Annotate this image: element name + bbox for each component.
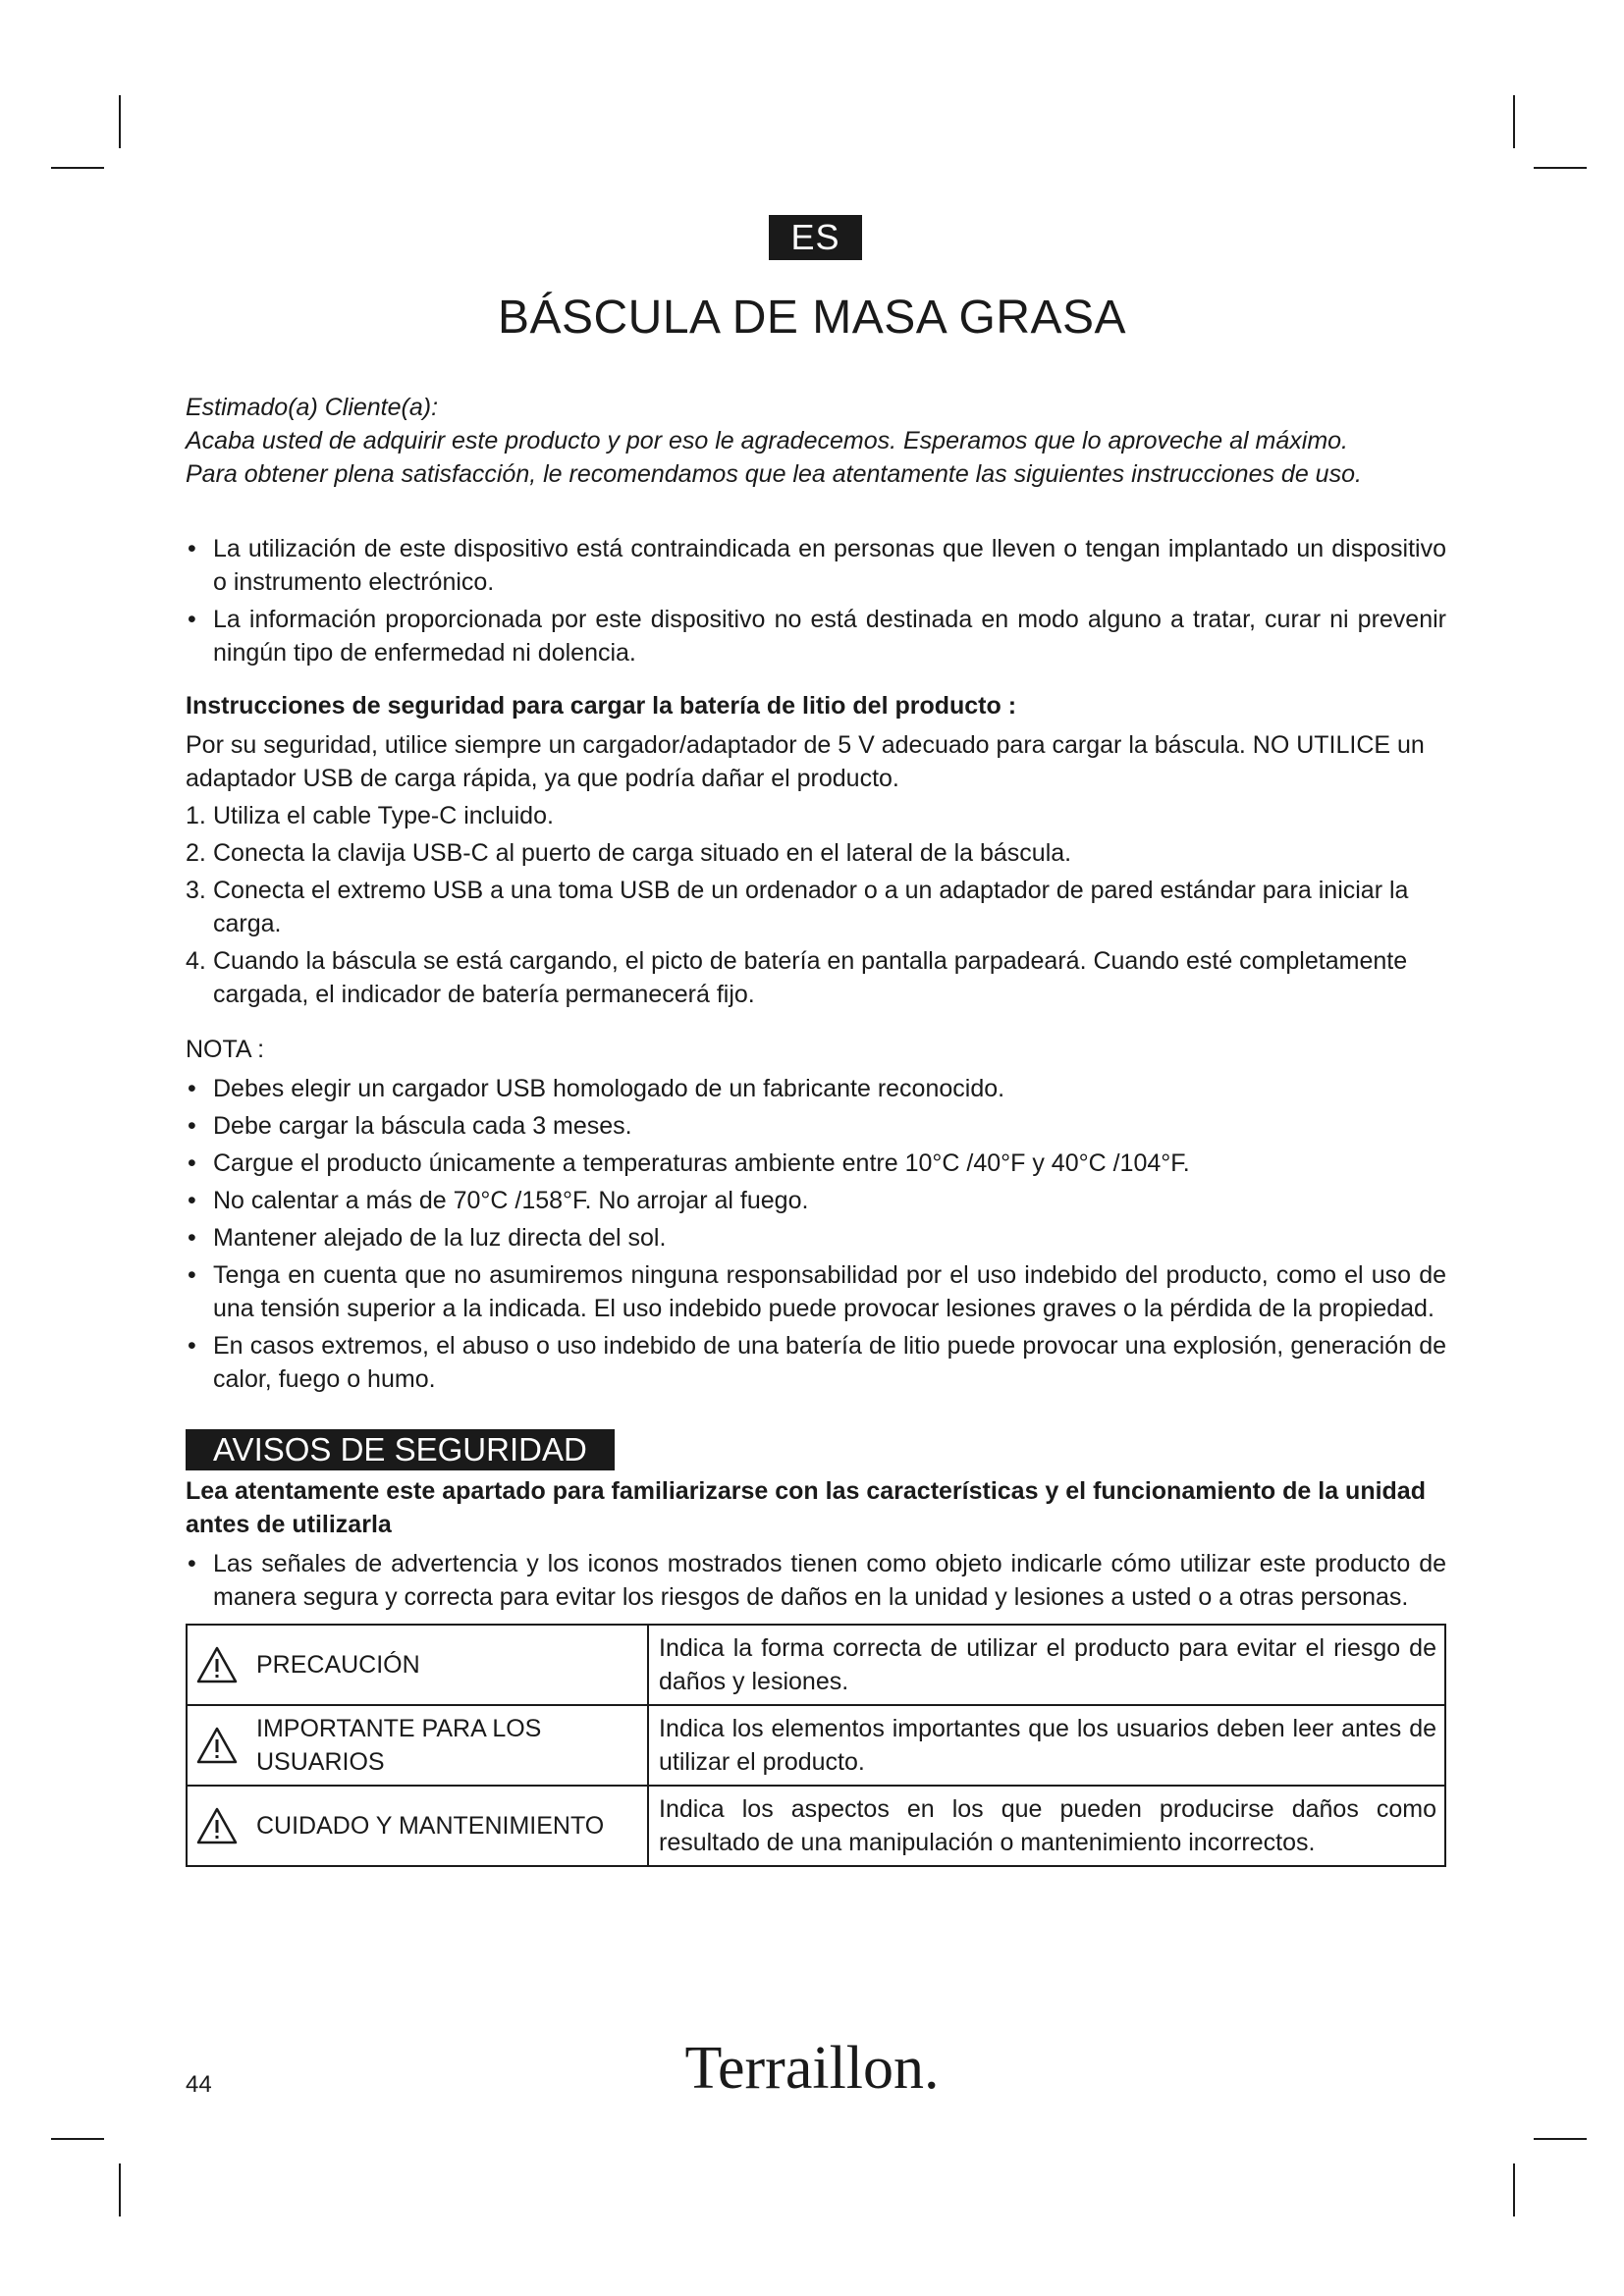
step-number: 3. bbox=[186, 877, 206, 904]
crop-mark bbox=[1513, 95, 1515, 148]
battery-section-title: Instrucciones de seguridad para cargar la batería de litio del producto : bbox=[186, 692, 1017, 720]
step-text: Utiliza el cable Type-C incluido. bbox=[213, 802, 554, 829]
table-row bbox=[187, 1705, 1445, 1786]
language-badge: ES bbox=[769, 215, 862, 260]
table-row bbox=[187, 1625, 1445, 1705]
table-cell bbox=[187, 1705, 648, 1786]
list-item: • Mantener alejado de la luz directa del sol. bbox=[186, 1221, 1446, 1255]
warning-list bbox=[186, 532, 1446, 669]
crop-mark bbox=[1513, 2163, 1515, 2216]
page-number: 44 bbox=[186, 2071, 212, 2098]
safety-list bbox=[186, 1547, 1446, 1614]
crop-mark bbox=[119, 2163, 121, 2216]
step-number: 4. bbox=[186, 947, 206, 975]
battery-paragraph: Por su seguridad, utilice siempre un cargador/adaptador de 5 V adecuado para cargar la báscula. NO UTILICE un adaptador USB de carga rápida, ya que podría dañar el producto. bbox=[186, 731, 1425, 792]
step-text: Cuando la báscula se está cargando, el picto de batería en pantalla parpadeará. Cuando esté completamente cargada, el indicador de batería permanecerá fijo. bbox=[213, 947, 1408, 1008]
nota-list bbox=[186, 1072, 1446, 1396]
list-item: • En casos extremos, el abuso o uso indebido de una batería de litio puede provocar una explosión, generación de calor, fuego o humo. bbox=[186, 1329, 1446, 1396]
intro-line: Para obtener plena satisfacción, le recomendamos que lea atentamente las siguientes instrucciones de uso. bbox=[186, 460, 1362, 488]
warning-symbols-table bbox=[186, 1624, 1446, 1867]
list-item: • Debes elegir un cargador USB homologado de un fabricante reconocido. bbox=[186, 1072, 1446, 1105]
step-item bbox=[186, 944, 1446, 1011]
table-cell bbox=[187, 1625, 648, 1705]
list-item: • La utilización de este dispositivo está contraindicada en personas que lleven o tengan implantado un dispositivo o instrumento electrónico. bbox=[186, 532, 1446, 599]
symbol-description: Indica la forma correcta de utilizar el producto para evitar el riesgo de daños y lesiones. bbox=[648, 1625, 1445, 1705]
step-text: Conecta el extremo USB a una toma USB de un ordenador o a un adaptador de pared estándar para iniciar la carga. bbox=[213, 877, 1409, 937]
main-content bbox=[186, 391, 1446, 1867]
page-title: BÁSCULA DE MASA GRASA bbox=[497, 292, 1127, 344]
crop-mark bbox=[51, 167, 104, 169]
intro-line: Acaba usted de adquirir este producto y por eso le agradecemos. Esperamos que lo aproveche al máximo. bbox=[186, 427, 1348, 454]
nota-title: NOTA : bbox=[186, 1036, 265, 1063]
step-text: Conecta la clavija USB-C al puerto de carga situado en el lateral de la báscula. bbox=[213, 839, 1072, 867]
brand-logo: Terraillon. bbox=[684, 2035, 940, 2102]
list-item: • No calentar a más de 70°C /158°F. No arrojar al fuego. bbox=[186, 1184, 1446, 1217]
crop-mark bbox=[51, 2138, 104, 2140]
warning-triangle-icon bbox=[195, 1726, 239, 1765]
symbol-label: PRECAUCIÓN bbox=[256, 1651, 420, 1679]
intro-greeting: Estimado(a) Cliente(a): bbox=[186, 394, 439, 421]
symbol-label: CUIDADO Y MANTENIMIENTO bbox=[256, 1812, 605, 1840]
list-item: • Las señales de advertencia y los iconos mostrados tienen como objeto indicarle cómo utilizar este producto de manera segura y correcta para evitar los riesgos de daños en la unidad y lesiones a usted o a otras personas. bbox=[186, 1547, 1446, 1614]
crop-mark bbox=[119, 95, 121, 148]
warning-triangle-icon bbox=[195, 1806, 239, 1845]
symbol-description: Indica los aspectos en los que pueden producirse daños como resultado de una manipulación o mantenimiento incorrectos. bbox=[648, 1786, 1445, 1866]
list-item: • Tenga en cuenta que no asumiremos ninguna responsabilidad por el uso indebido del producto, como el uso de una tensión superior a la indicada. El uso indebido puede provocar lesiones graves o la pérdida de la propiedad. bbox=[186, 1258, 1446, 1325]
step-item bbox=[186, 874, 1446, 940]
warning-triangle-icon bbox=[195, 1645, 239, 1684]
crop-mark bbox=[1534, 167, 1587, 169]
list-item: • La información proporcionada por este dispositivo no está destinada en modo alguno a tratar, curar ni prevenir ningún tipo de enfermedad ni dolencia. bbox=[186, 603, 1446, 669]
table-cell bbox=[187, 1786, 648, 1866]
safety-intro: Lea atentamente este apartado para familiarizarse con las características y el funcionamiento de la unidad antes de utilizarla bbox=[186, 1477, 1426, 1538]
list-item: • Cargue el producto únicamente a temperaturas ambiente entre 10°C /40°F y 40°C /104°F. bbox=[186, 1147, 1446, 1180]
step-item bbox=[186, 836, 1446, 870]
crop-mark bbox=[1534, 2138, 1587, 2140]
step-item bbox=[186, 799, 1446, 832]
safety-section-banner: AVISOS DE SEGURIDAD bbox=[186, 1429, 615, 1470]
table-row bbox=[187, 1786, 1445, 1866]
charging-steps bbox=[186, 799, 1446, 1011]
step-number: 1. bbox=[186, 802, 206, 829]
intro bbox=[186, 391, 1446, 491]
symbol-description: Indica los elementos importantes que los usuarios deben leer antes de utilizar el producto. bbox=[648, 1705, 1445, 1786]
list-item: • Debe cargar la báscula cada 3 meses. bbox=[186, 1109, 1446, 1143]
step-number: 2. bbox=[186, 839, 206, 867]
symbol-label: IMPORTANTE PARA LOS USUARIOS bbox=[256, 1715, 542, 1776]
